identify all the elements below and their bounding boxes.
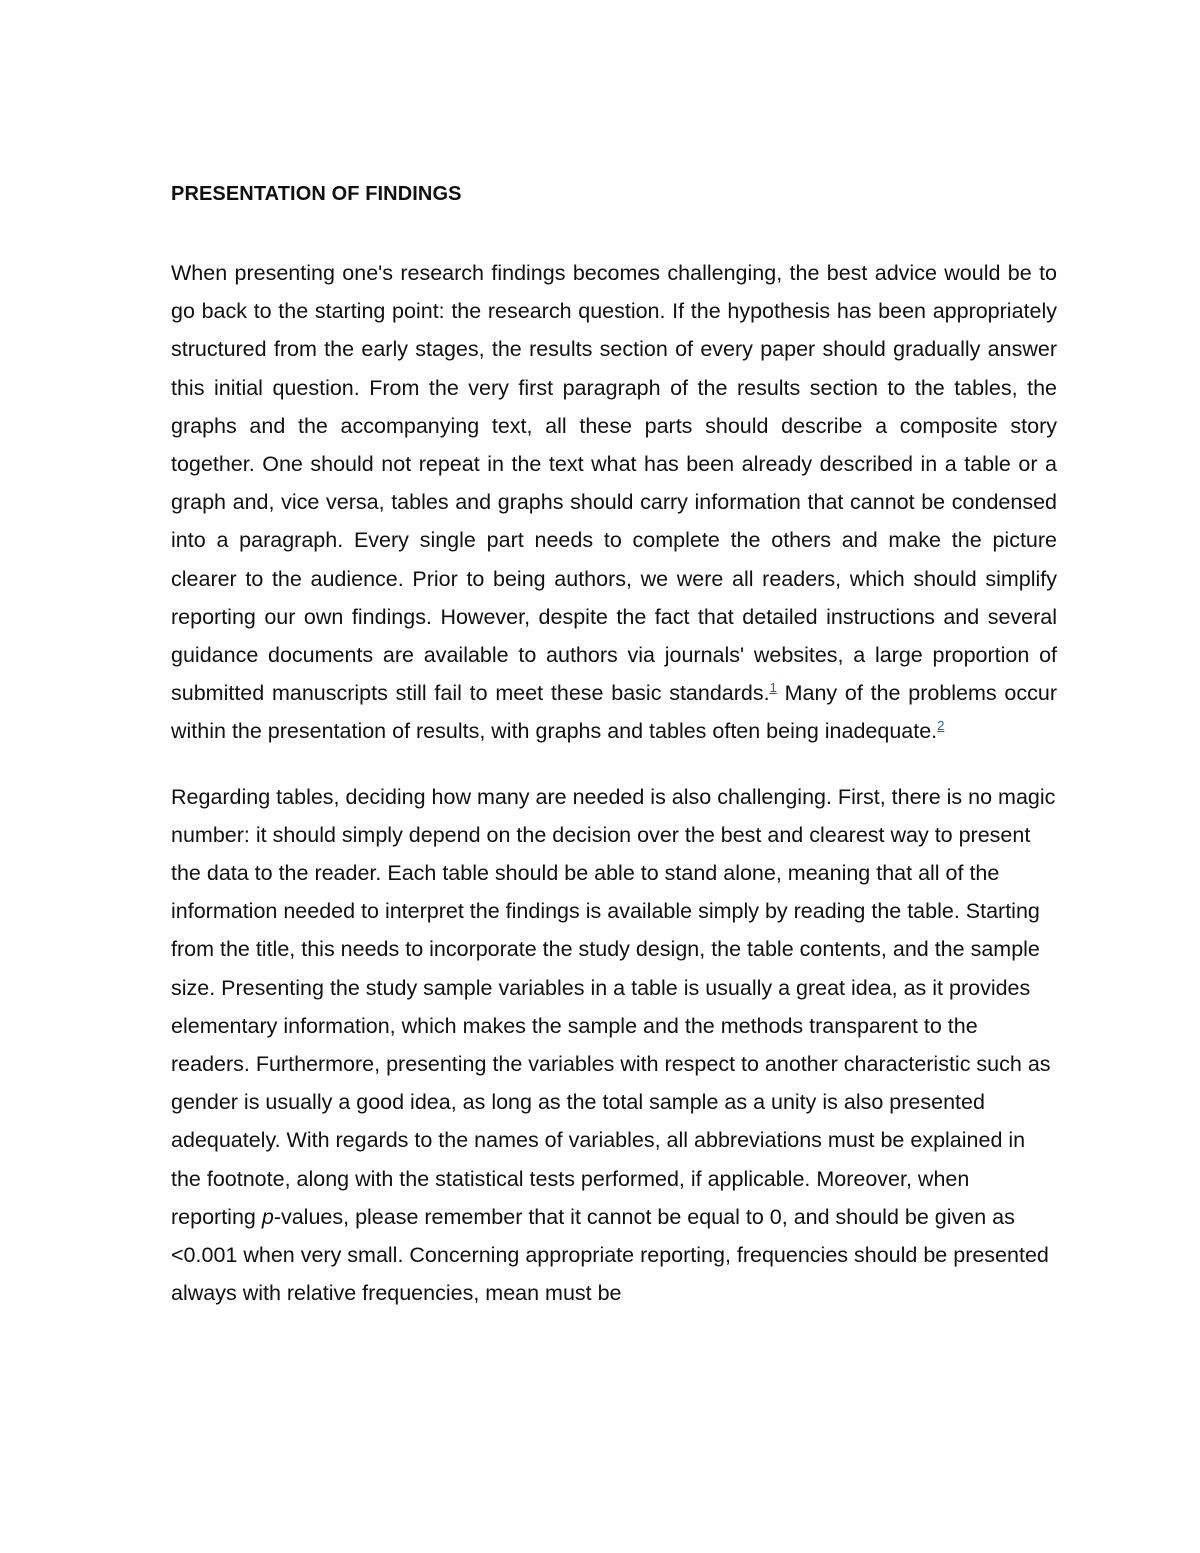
paragraph-tables	[171, 778, 1057, 1313]
paragraph-text: -values, please remember that it cannot be equal to 0, and should be given as <0.001 when very small. Concerning appropriate reporting, frequencies should be presented always with relative frequencies, mean must be	[171, 1204, 1049, 1306]
footnote-reference-2[interactable]: 2	[937, 718, 945, 734]
italic-p: p	[261, 1204, 274, 1229]
paragraph-findings-intro	[171, 254, 1057, 751]
footnote-reference-1[interactable]: 1	[769, 680, 777, 696]
paragraph-text: When presenting one's research findings becomes challenging, the best advice would be to go back to the starting point: the research question. If the hypothesis has been appropriately structured from the early stages, the results section of every paper should gradually answer this initial question. From the very first paragraph of the results section to the tables, the graphs and the accompanying text, all these parts should describe a composite story together. One should not repeat in the text what has been already described in a table or a graph and, vice versa, tables and graphs should carry information that cannot be condensed into a paragraph. Every single part needs to complete the others and make the picture clearer to the audience. Prior to being authors, we were all readers, which should simplify reporting our own findings. However, despite the fact that detailed instructions and several guidance documents are available to authors via journals' websites, a large proportion of submitted manuscripts still fail to meet these basic standards.	[171, 261, 1057, 706]
section-heading: PRESENTATION OF FINDINGS	[171, 183, 462, 205]
document-page	[171, 176, 1057, 1312]
paragraph-text: Many of the problems occur within the presentation of results, with graphs and tables often being inadequate.	[171, 681, 1057, 744]
paragraph-text: Regarding tables, deciding how many are needed is also challenging. First, there is no magic number: it should simply depend on the decision over the best and clearest way to present the data to the reader. Each table should be able to stand alone, meaning that all of the information needed to interpret the findings is available simply by reading the table. Starting from the title, this needs to incorporate the study design, the table contents, and the sample size. Presenting the study sample variables in a table is usually a great idea, as it provides elementary information, which makes the sample and the methods transparent to the readers. Furthermore, presenting the variables with respect to another characteristic such as gender is usually a good idea, as long as the total sample as a unity is also presented adequately. With regards to the names of variables, all abbreviations must be explained in the footnote, along with the statistical tests performed, if applicable. Moreover, when reporting	[171, 784, 1056, 1229]
